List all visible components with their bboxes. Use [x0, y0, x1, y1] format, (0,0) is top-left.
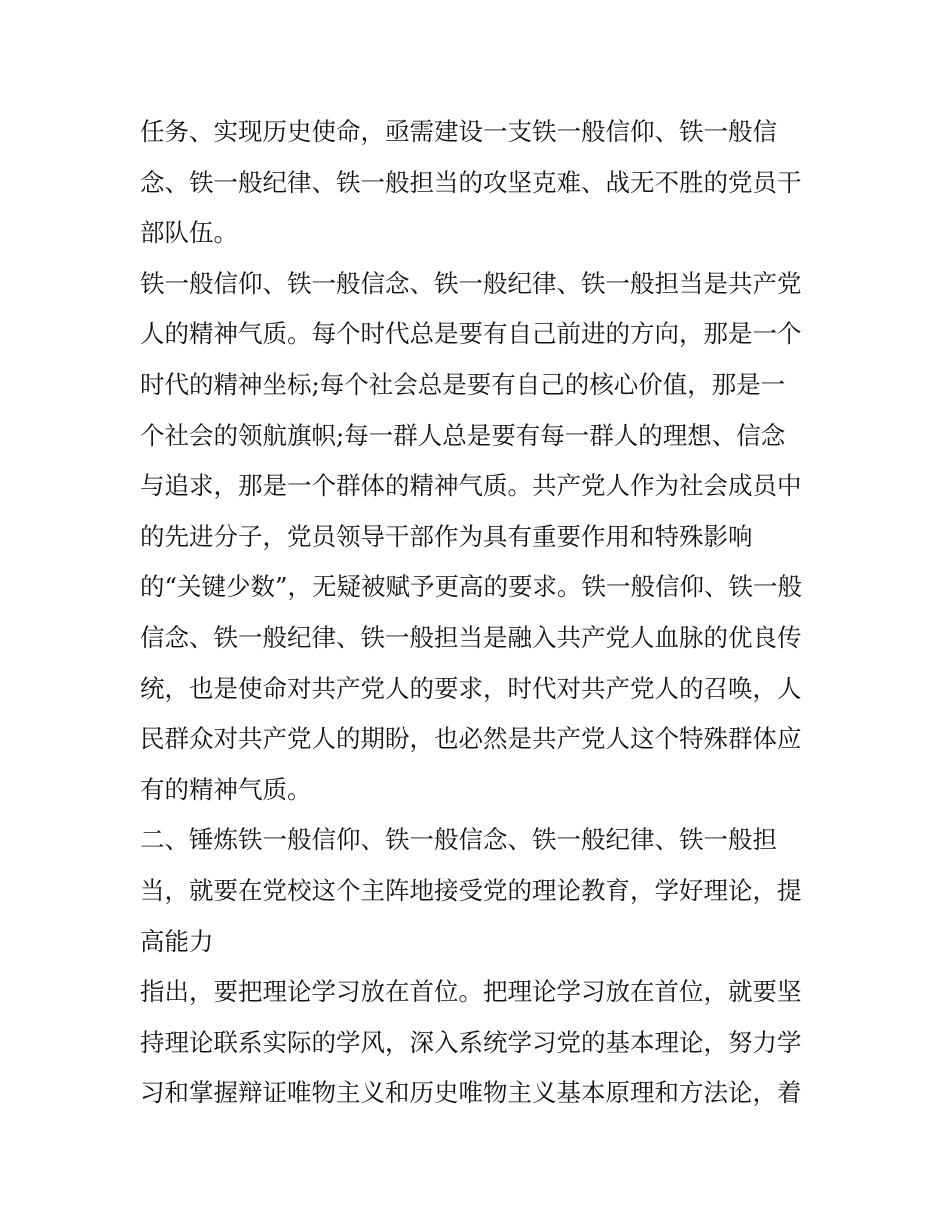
section-heading-line: 二、锤炼铁一般信仰、铁一般信念、铁一般纪律、铁一般担 [140, 825, 777, 855]
section-heading-line: 当，就要在党校这个主阵地接受党的理论教育，学好理论，提 [140, 875, 802, 905]
text-line: 个社会的领航旗帜;每一群人总是要有每一群人的理想、信念 [140, 420, 786, 450]
text-line: 部队伍。 [140, 218, 238, 248]
text-line: 民群众对共产党人的期盼，也必然是共产党人这个特殊群体应 [140, 724, 802, 754]
text-line: 的“关键少数”，无疑被赋予更高的要求。铁一般信仰、铁一般 [140, 572, 803, 602]
text-line: 的先进分子，党员领导干部作为具有重要作用和特殊影响 [140, 521, 753, 551]
text-line: 与追求，那是一个群体的精神气质。共产党人作为社会成员中 [140, 471, 802, 501]
text-line: 有的精神气质。 [140, 774, 312, 804]
text-line: 任务、实现历史使命，亟需建设一支铁一般信仰、铁一般信 [140, 117, 777, 146]
text-line: 习和掌握辩证唯物主义和历史唯物主义基本原理和方法论，着 [140, 1078, 802, 1108]
text-line: 铁一般信仰、铁一般信念、铁一般纪律、铁一般担当是共产党 [140, 268, 802, 298]
body-text [140, 107, 820, 1119]
text-line: 念、铁一般纪律、铁一般担当的攻坚克难、战无不胜的党员干 [140, 167, 802, 197]
text-line: 持理论联系实际的学风，深入系统学习党的基本理论，努力学 [140, 1027, 802, 1057]
text-line: 人的精神气质。每个时代总是要有自己前进的方向，那是一个 [140, 319, 802, 349]
text-line: 统，也是使命对共产党人的要求，时代对共产党人的召唤，人 [140, 673, 802, 703]
text-line: 时代的精神坐标;每个社会总是要有自己的核心价值，那是一 [140, 369, 786, 399]
section-heading-line: 高能力 [140, 926, 214, 956]
text-line: 信念、铁一般纪律、铁一般担当是融入共产党人血脉的优良传 [140, 622, 802, 652]
text-line: 指出，要把理论学习放在首位。把理论学习放在首位，就要坚 [140, 977, 802, 1007]
